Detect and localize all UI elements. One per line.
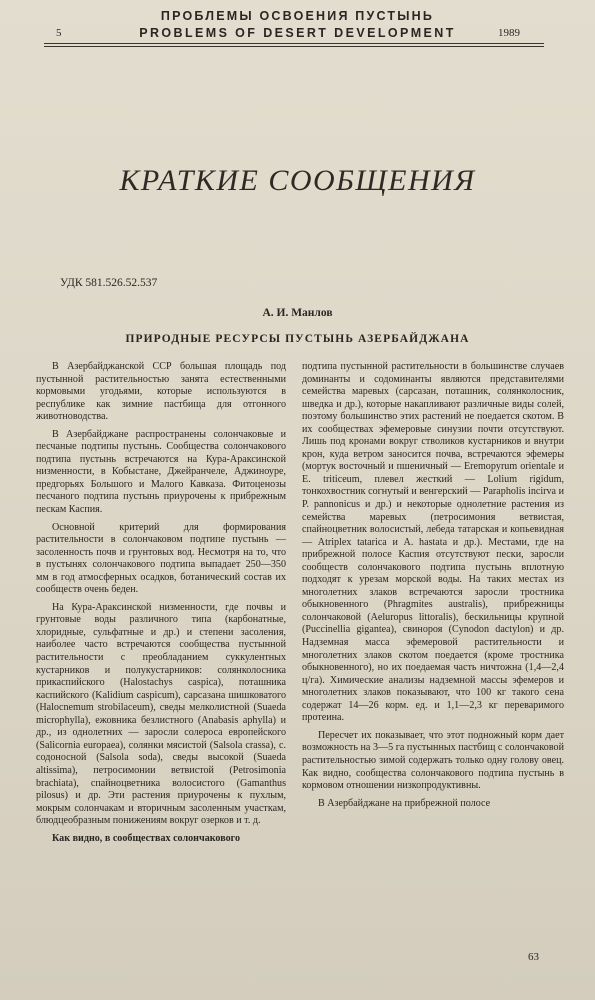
- journal-title-ru: ПРОБЛЕМЫ ОСВОЕНИЯ ПУСТЫНЬ: [160, 9, 435, 23]
- section-title: КРАТКИЕ СООБЩЕНИЯ: [119, 164, 476, 197]
- text-column-left: [36, 361, 286, 850]
- page-number: 63: [528, 951, 539, 963]
- paragraph: На Кура-Араксинской низменности, где почвы и грунтовые воды различного типа (карбонатные, хлоридные, сульфатные и др.) и степени засоления, наиболее часто встречаются сообщества пустынной растительности с преобладанием суккулентных кустарников и полукустарников: солянколосника прикаспийского (Halostachys caspica), поташника каспийского (Kalidium caspicum), сарсазана шишковатого (Halocnemum strobilaceum), сведы мелколистной (Suaeda microphylla), ежовника безлистного (Anabasis aphylla) и др., из однолетних — заросли солероса европейского (Salicornia europaea), солянки мясистой (Salsola crassa), с. содоносной (Salsola soda), сведы высокой (Suaeda altissima), петросимонии ветвистой (Petrosimonia brachiata), спайноцветника волосистого (Gamanthus pilosus) и др. Эти растения приурочены к пухлым, мокрым солончакам и вторичным засоленным участкам, блюдцеобразным понижениям вокруг озерков и т. д.: [36, 601, 286, 827]
- paragraph: Как видно, в сообществах солончакового: [52, 832, 241, 844]
- issue-number: 5: [56, 27, 62, 39]
- text-column-right: [302, 361, 564, 815]
- paragraph: В Азербайджане распространены солончаковые и песчаные подтипы пустынь. Сообщества солончакового подтипа пустынь встречаются на Кура-Араксинской низменности, в Кобыстане, Джейранчеле, Аджиноуре, предгорьях Большого и Малого Кавказа. Фитоценозы песчаного подтипа пустынь приурочены к прибрежным пескам Каспия.: [36, 428, 286, 516]
- paragraph: подтипа пустынной растительности в большинстве случаев доминанты и содоминанты являются представителями семейства маревых (сарсазан, поташник, солянколосник, шведка и др.), которые накапливают различные виды солей, поэтому большинство этих растений не поедается скотом. В их сообществах эфемеровые синузии почти отсутствуют. Лишь под кронами вокруг стволиков кустарников и внутри крон, куда ветром заносится почва, встречаются эфемеры (мортук восточный и пшеничный — Eremopyrum orientale и E. triticeum, плевел жесткий — Lolium rigidum, тонкохвостник согнутый и венгерский — Parapholis incirva и P. pannonicus и др.) и некоторые однолетние растения из семейства маревых (петросимония ветвистая, спайноцветник волосистый, лебеда татарская и копьевидная — Atriplex tatarica и A. hastata и др.). Местами, где на прибрежной полосе Каспия отсутствуют пески, заросли сообществ солончакового подтипа пустынь вплотную подходят к урезам морской воды. На таких местах из многолетних злаков встречаются заросли тростника обыкновенного (Phragmites australis), прибрежницы солончаковой (Aeluropus littoralis), бескильницы крупной (Puccinellia gigantea), свинороя (Cynodon dactylon) и др. Надземная масса эфемеровой растительности и многолетних злаков скотом поедается (кроме тростника обыкновенного), но их поедаемая часть ничтожна (1,4—2,4 ц/га). Химические анализы надземной массы эфемеров и многолетних злаков показывают, что 100 кг такого сена содержат 14—26 корм. ед. и 1,1—2,3 кг переваримого протеина.: [302, 361, 564, 724]
- article-author: А. И. Манлов: [262, 307, 333, 319]
- journal-year: 1989: [498, 27, 520, 39]
- paragraph: Основной критерий для формирования растительности в солончаковом подтипе пустынь — засоленность почв и грунтовых вод. Несмотря на то, что в пустынях солончакового подтипа выпадает 250—350 мм в год атмосферных осадков, ботанический состав их сообществ очень беден.: [36, 521, 286, 596]
- paragraph: В Азербайджане на прибрежной полосе: [318, 797, 491, 809]
- paragraph: В Азербайджанской ССР большая площадь под пустынной растительностью занята естественными кормовыми угодьями, которые используются в республике как зимние пастбища для отгонного животноводства.: [36, 361, 286, 423]
- header-rule-top: [44, 43, 544, 44]
- udc-code: УДК 581.526.52.537: [60, 277, 158, 289]
- article-title: ПРИРОДНЫЕ РЕСУРСЫ ПУСТЫНЬ АЗЕРБАЙДЖАНА: [125, 333, 470, 345]
- header-rule-bottom: [44, 46, 544, 47]
- journal-title-en: PROBLEMS OF DESERT DEVELOPMENT: [139, 26, 456, 40]
- paragraph: Пересчет их показывает, что этот подножный корм дает возможность на 3—5 га пустынных пастбищ с солончаковой растительностью зимой содержать только одну голову овец. Как видно, сообщества солончакового подтипа пустынь в кормовом отношении низкопродуктивны.: [302, 729, 564, 792]
